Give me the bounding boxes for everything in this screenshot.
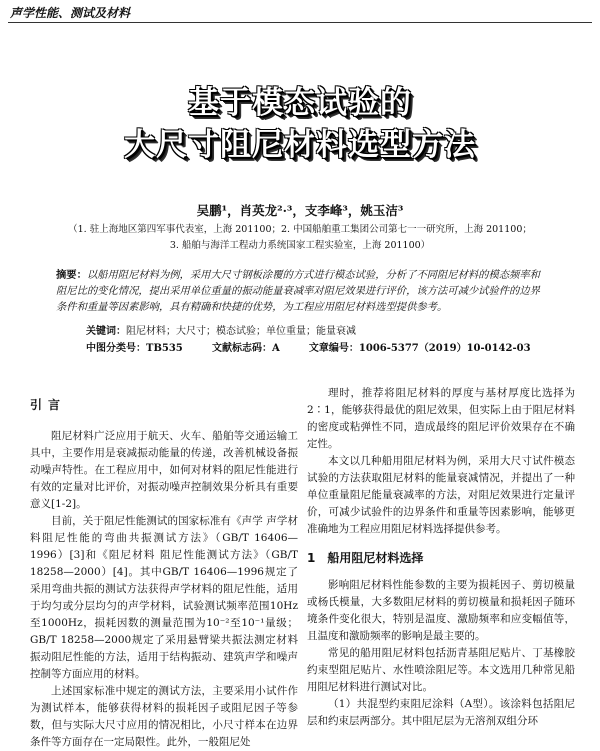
clc-label: 中图分类号： [86,343,146,354]
abstract [56,267,550,315]
title-line-2: 大尺寸阻尼材料选型方法 [124,127,476,163]
section-1-heading: 1 船用阻尼材料选择 [307,551,424,565]
article-no-value: 1006-5377（2019）10-0142-03 [358,343,531,354]
paragraph: 阻尼材料广泛应用于航天、火车、船舶等交通运输工具中，主要作用是衰减振动能量的传递，改善机械设备振动噪声特性。在工程应用中，如何对材料的阻尼性能进行有效的定量对比评价，对振动噪声控制效果分析具有重要意义[1-2]。 [30,430,298,510]
header-divider [8,22,592,23]
abstract-label: 摘要： [56,269,87,281]
affiliation-line-2: 3. 船舶与海洋工程动力系统国家工程实验室，上海 201100） [169,240,431,251]
keywords-label: 关键词： [86,326,126,337]
paragraph: 上述国家标准中规定的测试方法，主要采用小试件作为测试样本，能够获得材料的损耗因子或阻尼因子等参数，但与实际大尺寸应用的情况相比，小尺寸样本在边界条件等方面存在一定局限性。此外，一般阻尼处 [30,685,298,748]
paragraph: 目前，关于阻尼性能测试的国家标准有《声学 声学材料阻尼性能的弯曲共振测试方法》（GB/T 16406—1996）[3]和《阻尼材料 阻尼性能测试方法》（GB/T 18258—2000）[4]。其中GB/T 16406—1996规定了采用弯曲共振的测试方法获得声学材料的阻尼性能，适用于均匀或分层均匀的声学材料，试验测试频率范围10Hz至1000Hz，损耗因数的测量范围为10⁻²至10⁻¹量级；GB/T 18258—2000规定了采用悬臂梁共振法测定材料振动阻尼性能的方法，适用于结构振动、建筑声学和噪声控制等方面应用的材料。 [30,515,298,680]
keywords [86,322,356,337]
author-list: 吴鹏¹，肖英龙²·³，支李峰³，姚玉洁³ [196,203,404,218]
left-column [30,381,298,751]
clc-value: TB535 [146,343,183,354]
affiliation-line-1: （1. 驻上海地区第四军事代表室，上海 201100；2. 中国船舶重工集团公司第七一一研究所，上海 201100； [68,224,532,235]
paragraph: （1）共混型约束阻尼涂料（A型）。该涂料包括阻尼层和约束层两部分。其中阻尼层为无溶剂双组分环 [307,698,575,727]
paper-title [0,82,600,166]
doc-code-value: A [271,343,280,354]
right-column [307,385,575,730]
doc-code-label: 文献标志码： [211,343,272,354]
paragraph: 理时，推荐将阻尼材料的厚度与基材厚度比选择为2∶1，能够获得最优的阻尼效果，但实际上由于阻尼材料的密度或粘弹性不同，造成最终的阻尼评价效果存在不确定性。 [307,387,575,450]
paragraph: 本文以几种船用阻尼材料为例，采用大尺寸试件模态试验的方法获取阻尼材料的能量衰减情况，并提出了一种单位重量阻尼能量衰减率的方法，对阻尼效果进行定量评价，可减少试验件的边界条件和重量等因素影响，能够更准确地为工程应用阻尼材料选择提供参考。 [307,455,575,535]
abstract-text: 以船用阻尼材料为例，采用大尺寸钢板涂覆的方式进行模态试验，分析了不同阻尼材料的模态频率和阻尼比的变化情况，提出采用单位重量的振动能量衰减率对阻尼效果进行评价，该方法可减少试验件的边界条件和重量等因素影响，具有精确和快捷的优势，为工程应用阻尼材料选型提供参考。 [56,269,540,313]
title-line-1: 基于模态试验的 [188,85,412,121]
intro-heading: 引言 [30,398,67,412]
section-header: 声学性能、测试及材料 [10,6,131,20]
paragraph: 常见的船用阻尼材料包括沥青基阻尼贴片、丁基橡胶约束型阻尼贴片、水性喷涂阻尼等。本文选用几种常见船用阻尼材料进行测试对比。 [307,647,575,693]
paragraph: 影响阻尼材料性能参数的主要为损耗因子、剪切模量或杨氏模量，大多数阻尼材料的剪切模量和损耗因子随环境条件变化很大，特别是温度、激励频率和应变幅值等，且温度和激励频率的影响是最主要的。 [307,579,575,642]
article-no-label: 文章编号： [308,343,359,354]
article-identifiers [86,339,557,354]
keywords-text: 阻尼材料；大尺寸；模态试验；单位重量；能量衰减 [126,326,356,337]
